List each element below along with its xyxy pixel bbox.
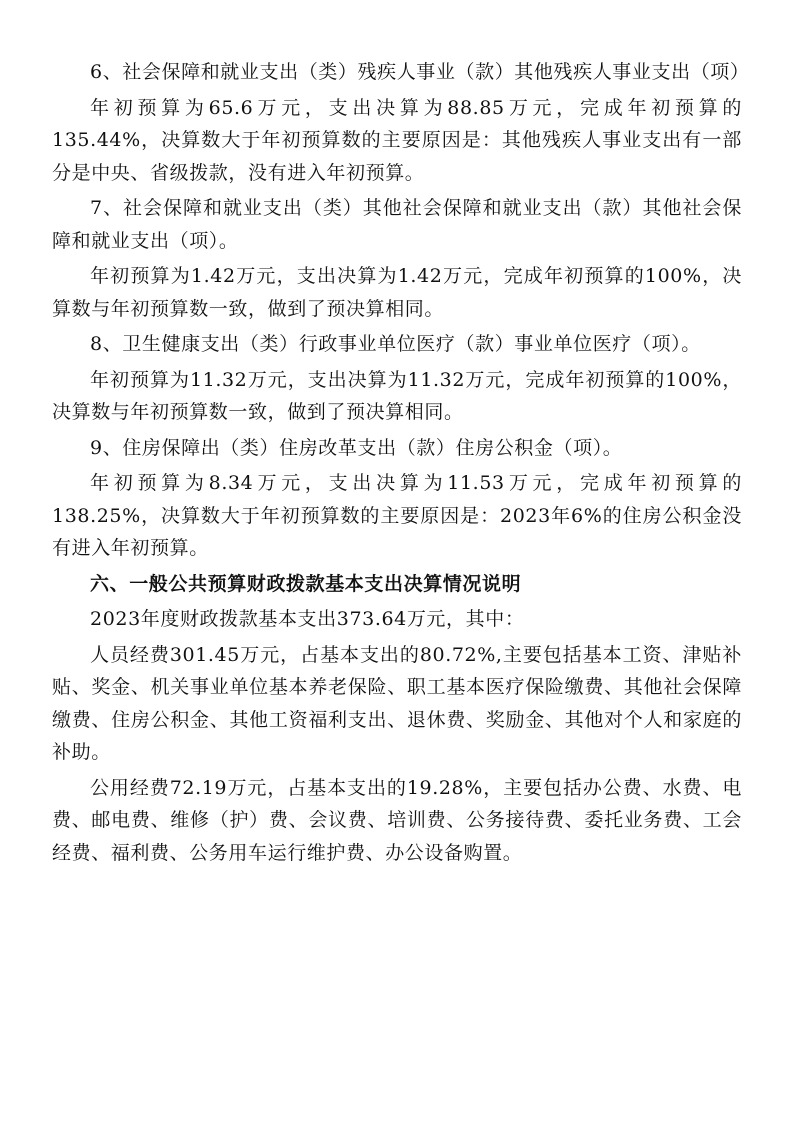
item-6-body: 年初预算为65.6万元，支出决算为88.85万元，完成年初预算的135.44%，决算数大于年初预算数的主要原因是：其他残疾人事业支出有一部分是中央、省级拨款，没有进入年初预算。 (52, 96, 742, 184)
item-6-title: 6、社会保障和就业支出（类）残疾人事业（款）其他残疾人事业支出（项） (90, 61, 750, 83)
item-7-body: 年初预算为1.42万元，支出决算为1.42万元，完成年初预算的100%，决算数与年初预算数一致，做到了预决算相同。 (52, 265, 742, 320)
item-8-body: 年初预算为11.32万元，支出决算为11.32万元，完成年初预算的100%，决算数与年初预算数一致，做到了预决算相同。 (52, 368, 742, 423)
section-heading: 六、一般公共预算财政拨款基本支出决算情况说明 (90, 572, 522, 595)
basic-expense-summary: 2023年度财政拨款基本支出373.64万元，其中： (90, 608, 525, 630)
document-page (52, 56, 750, 872)
item-7-title: 7、社会保障和就业支出（类）其他社会保障和就业支出（款）其他社会保障和就业支出（项）。 (52, 197, 742, 252)
personnel-expense-paragraph: 人员经费301.45万元，占基本支出的80.72%,主要包括基本工资、津贴补贴、奖金、机关事业单位基本养老保险、职工基本医疗保险缴费、其他社会保障缴费、住房公积金、其他工资福利支出、退休费、奖励金、其他对个人和家庭的补助。 (52, 643, 742, 763)
item-9-title: 9、住房保障出（类）住房改革支出（款）住房公积金（项）。 (90, 436, 623, 459)
public-expense-paragraph: 公用经费72.19万元，占基本支出的19.28%，主要包括办公费、水费、电费、邮电费、维修（护）费、会议费、培训费、公务接待费、委托业务费、工会经费、福利费、公务用车运行维护费、办公设备购置。 (52, 776, 742, 864)
item-8-title: 8、卫生健康支出（类）行政事业单位医疗（款）事业单位医疗（项）。 (90, 333, 701, 355)
item-9-body: 年初预算为8.34万元，支出决算为11.53万元，完成年初预算的138.25%，决算数大于年初预算数的主要原因是：2023年6%的住房公积金没有进入年初预算。 (52, 472, 742, 559)
